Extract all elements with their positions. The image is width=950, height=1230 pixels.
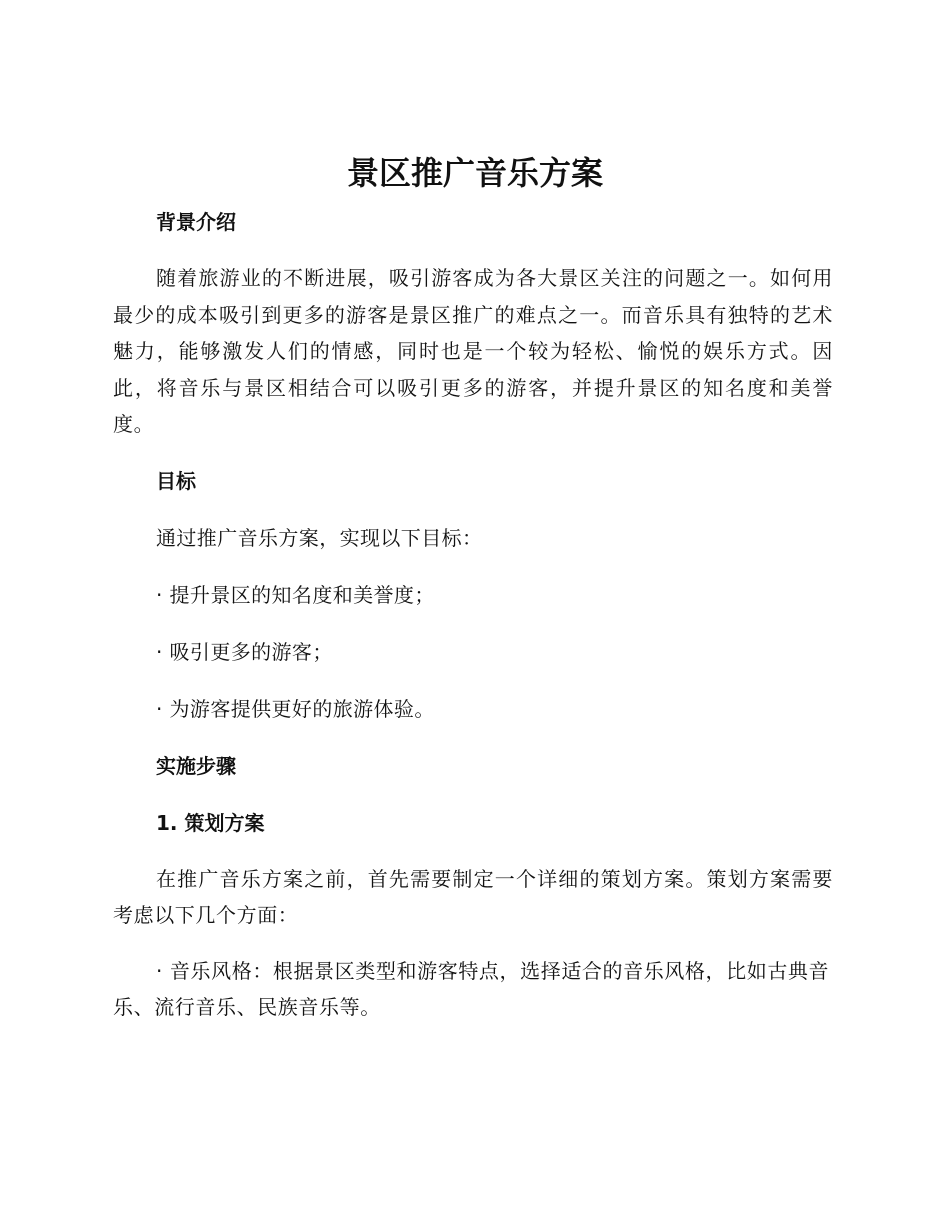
step-heading-planning: 1. 策划方案: [156, 810, 265, 835]
document-body: [113, 203, 833, 1045]
section-heading-steps: 实施步骤: [156, 753, 236, 778]
planning-paragraph: 在推广音乐方案之前，首先需要制定一个详细的策划方案。策划方案需要考虑以下几个方面：: [113, 866, 833, 927]
goal-item: · 提升景区的知名度和美誉度；: [156, 582, 435, 607]
goal-item: · 吸引更多的游客；: [156, 639, 333, 664]
goals-intro: 通过推广音乐方案，实现以下目标：: [156, 525, 483, 550]
section-heading-background: 背景介绍: [156, 210, 236, 234]
goal-item: · 为游客提供更好的旅游体验。: [156, 696, 435, 721]
document-title: 景区推广音乐方案: [346, 154, 603, 192]
section-heading-goals: 目标: [156, 468, 196, 493]
background-paragraph: 随着旅游业的不断进展，吸引游客成为各大景区关注的问题之一。如何用最少的成本吸引到更多的游客是景区推广的难点之一。而音乐具有独特的艺术魅力，能够激发人们的情感，同时也是一个较为轻松、愉悦的娱乐方式。因此，将音乐与景区相结合可以吸引更多的游客，并提升景区的知名度和美誉度。: [113, 266, 833, 436]
planning-item: · 音乐风格：根据景区类型和游客特点，选择适合的音乐风格，比如古典音乐、流行音乐、民族音乐等。: [113, 958, 830, 1019]
